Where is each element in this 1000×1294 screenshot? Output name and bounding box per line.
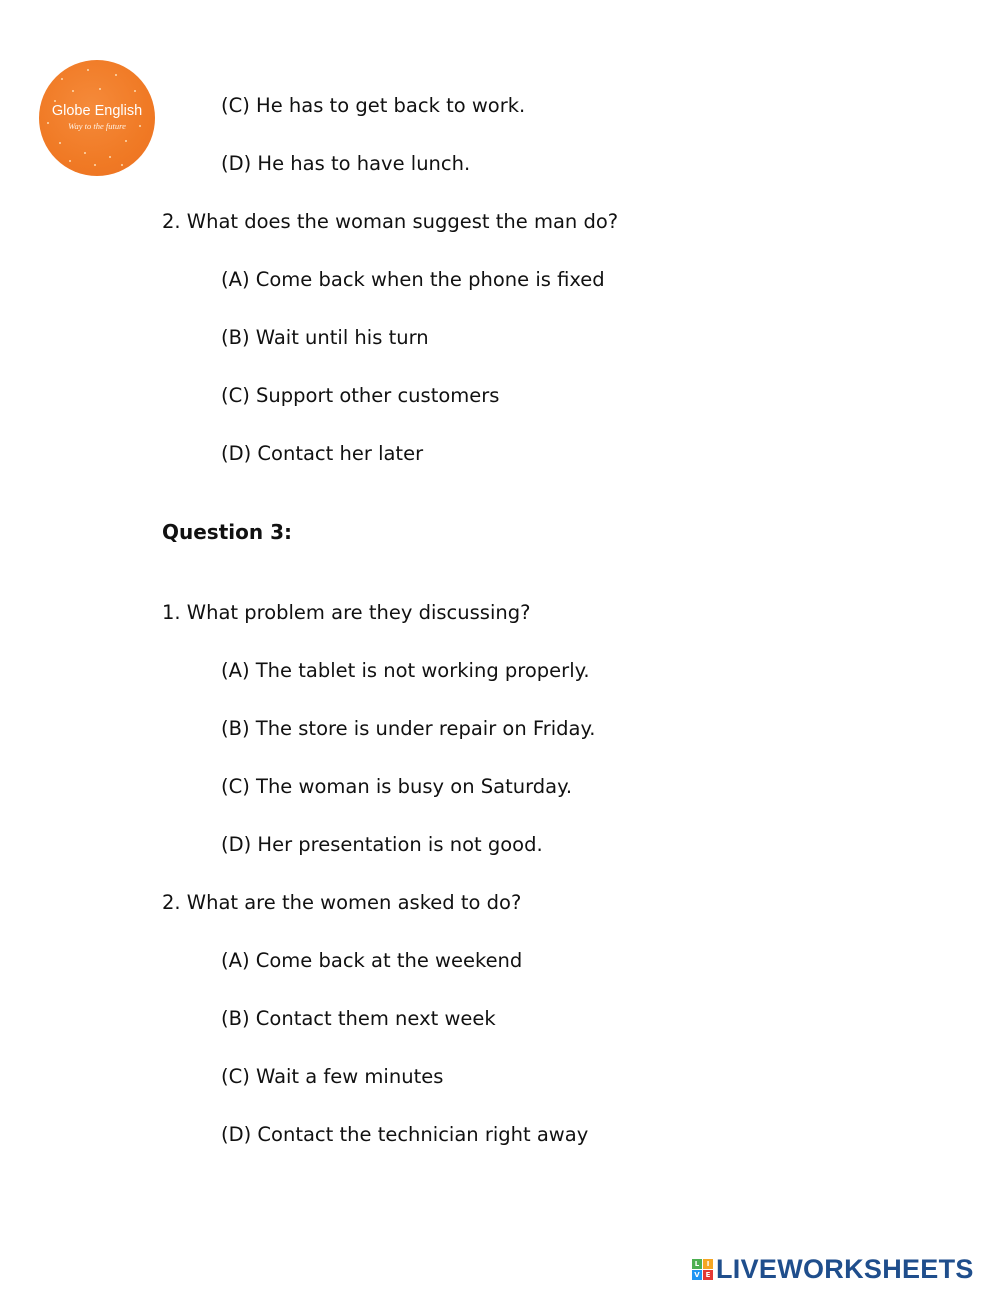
icon-letter: L [692,1259,702,1269]
question-text: 2. What does the woman suggest the man do? [162,210,619,233]
answer-option: (C) Support other customers [221,384,500,407]
answer-option: (A) Come back at the weekend [221,949,523,972]
logo-subtitle: Way to the future [68,121,126,131]
icon-letter: V [692,1270,702,1280]
answer-option: (C) The woman is busy on Saturday. [221,775,573,798]
question-text: 1. What problem are they discussing? [162,601,531,624]
liveworksheets-wordmark: LIVEWORKSHEETS [716,1253,974,1284]
answer-option: (A) Come back when the phone is fixed [221,268,605,291]
answer-option: (B) Contact them next week [221,1007,496,1030]
liveworksheets-icon [692,1259,713,1280]
answer-option: (D) Contact her later [221,442,424,465]
answer-option: (C) He has to get back to work. [221,94,526,117]
answer-option: (D) Contact the technician right away [221,1123,589,1146]
answer-option: (B) The store is under repair on Friday. [221,717,596,740]
answer-option: (D) Her presentation is not good. [221,833,543,856]
icon-letter: I [703,1259,713,1269]
section-heading: Question 3: [162,520,292,544]
globe-english-logo [39,60,155,176]
icon-letter: E [703,1270,713,1280]
answer-option: (D) He has to have lunch. [221,152,471,175]
liveworksheets-brand [692,1254,974,1284]
answer-option: (C) Wait a few minutes [221,1065,444,1088]
question-text: 2. What are the women asked to do? [162,891,522,914]
logo-title: Globe English [51,103,143,119]
answer-option: (B) Wait until his turn [221,326,429,349]
answer-option: (A) The tablet is not working properly. [221,659,590,682]
